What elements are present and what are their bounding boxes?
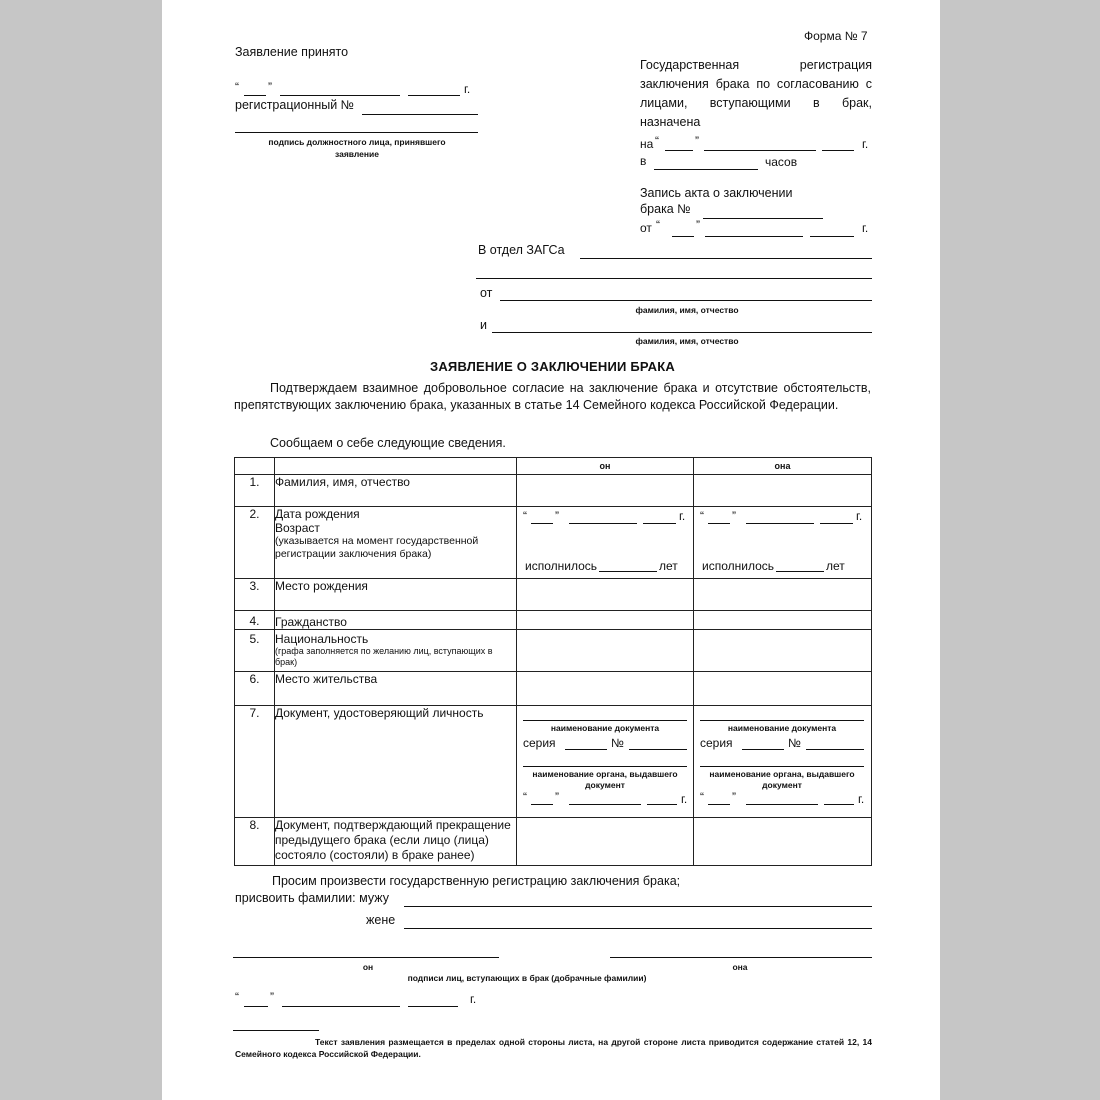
doc-name-caption: наименование документа: [550, 723, 660, 733]
record-day-line[interactable]: [672, 236, 694, 237]
doc-number-line[interactable]: [806, 749, 864, 750]
issuer-caption: наименование органа, выдавшего документ: [709, 769, 855, 790]
he-residence-cell[interactable]: [517, 672, 694, 706]
birth-year-line[interactable]: [643, 523, 676, 524]
sign-she-caption: она: [732, 962, 748, 972]
quote-close-3: ”: [696, 218, 700, 232]
year-suffix: г.: [858, 792, 865, 806]
zags-line-2[interactable]: [476, 278, 872, 279]
row-label: Фамилия, имя, отчество: [275, 475, 517, 507]
and-line[interactable]: [492, 332, 872, 333]
on-label: на: [640, 137, 654, 151]
record-from-label: от: [640, 221, 652, 235]
she-document-cell[interactable]: [694, 706, 872, 818]
footnote-separator: [233, 1030, 319, 1031]
quote-close: ”: [732, 790, 736, 804]
she-signature-line[interactable]: [610, 957, 872, 958]
birth-day-line[interactable]: [708, 523, 730, 524]
quote-open: “: [700, 790, 704, 804]
issue-year-line[interactable]: [824, 804, 854, 805]
table-row: [235, 672, 872, 706]
series-line[interactable]: [742, 749, 784, 750]
row-number: 7.: [235, 706, 275, 818]
years-label: лет: [659, 559, 678, 573]
issue-month-line[interactable]: [569, 804, 641, 805]
at-label: в: [640, 154, 647, 168]
doc-number-line[interactable]: [629, 749, 687, 750]
reg-year-suffix: г.: [862, 137, 869, 151]
record-line-2: брака №: [640, 202, 691, 216]
fio-caption-2: фамилия, имя, отчество: [635, 336, 739, 346]
issue-day-line[interactable]: [531, 804, 553, 805]
year-suffix: г.: [856, 509, 863, 523]
issue-year-line[interactable]: [647, 804, 677, 805]
and-label: и: [480, 318, 487, 332]
hours-line[interactable]: [654, 169, 758, 170]
year-suffix: г.: [679, 509, 686, 523]
row-label-2: Возраст: [275, 521, 320, 535]
age-label: исполнилось: [702, 559, 775, 573]
he-fio-cell[interactable]: [517, 475, 694, 507]
she-citizenship-cell[interactable]: [694, 611, 872, 630]
table-cell: [235, 458, 275, 475]
age-line[interactable]: [776, 571, 824, 572]
series-line[interactable]: [565, 749, 607, 750]
she-residence-cell[interactable]: [694, 672, 872, 706]
info-table: [234, 457, 872, 866]
quote-close-2: ”: [695, 134, 699, 148]
row-label: Место рождения: [275, 579, 517, 611]
day-line[interactable]: [244, 95, 266, 96]
quote-open-4: “: [235, 990, 239, 1004]
doc-name-caption: наименование документа: [727, 723, 837, 733]
he-nationality-cell[interactable]: [517, 630, 694, 672]
doc-name-line[interactable]: [700, 720, 864, 721]
request-line: Просим произвести государственную регистрацию заключения брака;: [272, 874, 681, 888]
she-birthplace-cell[interactable]: [694, 579, 872, 611]
accepted-label: Заявление принято: [235, 45, 349, 59]
wife-surname-line[interactable]: [404, 928, 872, 929]
table-row: [235, 630, 872, 672]
hours-label: часов: [765, 155, 798, 169]
month-line[interactable]: [280, 95, 400, 96]
age-line[interactable]: [599, 571, 657, 572]
reg-year-line[interactable]: [822, 150, 854, 151]
quote-open: “: [523, 790, 527, 804]
she-birth-cell[interactable]: [694, 507, 872, 579]
signature-caption: подпись должностного лица, принявшего заявление: [268, 137, 446, 159]
birth-year-line[interactable]: [820, 523, 853, 524]
reg-day-line[interactable]: [665, 150, 693, 151]
year-suffix: г.: [464, 82, 471, 96]
row-number: 6.: [235, 672, 275, 706]
sign-he-caption: он: [362, 962, 374, 972]
row-label: Гражданство: [275, 611, 517, 630]
sign-caption: подписи лиц, вступающих в брак (добрачные фамилии): [407, 973, 647, 983]
info-line: Сообщаем о себе следующие сведения.: [270, 436, 506, 450]
issuer-caption: наименование органа, выдавшего документ: [532, 769, 678, 790]
quote-close: ”: [555, 509, 559, 523]
she-nationality-cell[interactable]: [694, 630, 872, 672]
year-line[interactable]: [408, 95, 460, 96]
zags-line[interactable]: [580, 258, 872, 259]
table-row: [235, 475, 872, 507]
assign-names-label: присвоить фамилии: мужу: [235, 891, 389, 905]
he-birthplace-cell[interactable]: [517, 579, 694, 611]
sign-day-line[interactable]: [244, 1006, 268, 1007]
zags-label: В отдел ЗАГСа: [478, 243, 565, 257]
wife-label: жене: [366, 913, 396, 927]
quote-close: ”: [732, 509, 736, 523]
he-birth-cell[interactable]: [517, 507, 694, 579]
reg-month-line[interactable]: [704, 150, 816, 151]
she-fio-cell[interactable]: [694, 475, 872, 507]
table-header-row: [235, 458, 872, 475]
row-number: 3.: [235, 579, 275, 611]
row-number: 8.: [235, 818, 275, 866]
row-label: Место жительства: [275, 672, 517, 706]
quote-open: “: [523, 509, 527, 523]
from-line[interactable]: [500, 300, 872, 301]
series-label: серия: [523, 736, 556, 750]
quote-open-3: “: [656, 218, 660, 232]
table-cell: [275, 458, 517, 475]
registration-text: Государственная регистрация заключения брака по согласованию с лицами, вступающими в брак, назначена: [640, 58, 872, 129]
table-row: [235, 706, 872, 818]
document-title: ЗАЯВЛЕНИЕ О ЗАКЛЮЧЕНИИ БРАКА: [430, 359, 675, 374]
birth-day-line[interactable]: [531, 523, 553, 524]
table-row: [235, 611, 872, 630]
number-label: №: [611, 736, 624, 750]
form-page: [162, 0, 940, 1100]
quote-open: “: [700, 509, 704, 523]
issuer-line[interactable]: [700, 766, 864, 767]
age-label: исполнилось: [525, 559, 598, 573]
row-label: Документ, удостоверяющий личность: [275, 706, 517, 818]
col-he: он: [517, 458, 694, 475]
row-label: Дата рождения: [275, 507, 360, 521]
sign-year-suffix: г.: [470, 992, 477, 1006]
quote-close-4: ”: [270, 990, 274, 1004]
table-row: [235, 579, 872, 611]
row-number: 2.: [235, 507, 275, 579]
table-row: [235, 818, 872, 866]
form-number: Форма № 7: [804, 29, 868, 43]
from-label: от: [480, 286, 493, 300]
record-year-suffix: г.: [862, 221, 869, 235]
quote-close: ”: [268, 80, 272, 94]
table-row: [235, 507, 872, 579]
record-year-line[interactable]: [810, 236, 854, 237]
issue-day-line[interactable]: [708, 804, 730, 805]
record-line-1: Запись акта о заключении: [640, 186, 793, 200]
quote-open: “: [235, 80, 239, 94]
he-prev-marriage-cell[interactable]: [517, 818, 694, 866]
row-number: 4.: [235, 611, 275, 630]
series-label: серия: [700, 736, 733, 750]
he-signature-line[interactable]: [233, 957, 499, 958]
row-label: Документ, подтверждающий прекращение предыдущего брака (если лицо (лица) состояло (состояли) в браке ранее): [275, 818, 517, 866]
fio-caption-1: фамилия, имя, отчество: [635, 305, 739, 315]
reg-number-line[interactable]: [362, 114, 478, 115]
birth-month-line[interactable]: [569, 523, 637, 524]
she-prev-marriage-cell[interactable]: [694, 818, 872, 866]
sign-month-line[interactable]: [282, 1006, 400, 1007]
doc-name-line[interactable]: [523, 720, 687, 721]
row-number: 1.: [235, 475, 275, 507]
intro-paragraph: Подтверждаем взаимное добровольное согласие на заключение брака и отсутствие обстоятельств, препятствующих заключению брака, указанных в статье 14 Семейного кодекса Российской Федерации.: [234, 381, 871, 412]
row-label: Национальность: [275, 632, 369, 646]
record-month-line[interactable]: [705, 236, 803, 237]
sign-year-line[interactable]: [408, 1006, 458, 1007]
issuer-line[interactable]: [523, 766, 687, 767]
row-note: (указывается на момент государственной регистрации заключения брака): [275, 535, 479, 560]
quote-close: ”: [555, 790, 559, 804]
signature-line[interactable]: [235, 132, 478, 133]
years-label: лет: [826, 559, 845, 573]
year-suffix: г.: [681, 792, 688, 806]
row-number: 5.: [235, 630, 275, 672]
he-document-cell[interactable]: [517, 706, 694, 818]
issue-month-line[interactable]: [746, 804, 818, 805]
reg-number-label: регистрационный №: [235, 98, 355, 112]
husband-surname-line[interactable]: [404, 906, 872, 907]
col-she: она: [694, 458, 872, 475]
quote-open-2: “: [655, 134, 659, 148]
row-note: (графа заполняется по желанию лиц, вступающих в брак): [275, 646, 493, 667]
footnote: Текст заявления размещается в пределах одной стороны листа, на другой стороне листа приводится содержание статей 12, 14 Семейного кодекса Российской Федерации.: [235, 1037, 872, 1059]
record-number-line[interactable]: [703, 218, 823, 219]
he-citizenship-cell[interactable]: [517, 611, 694, 630]
birth-month-line[interactable]: [746, 523, 814, 524]
number-label: №: [788, 736, 801, 750]
